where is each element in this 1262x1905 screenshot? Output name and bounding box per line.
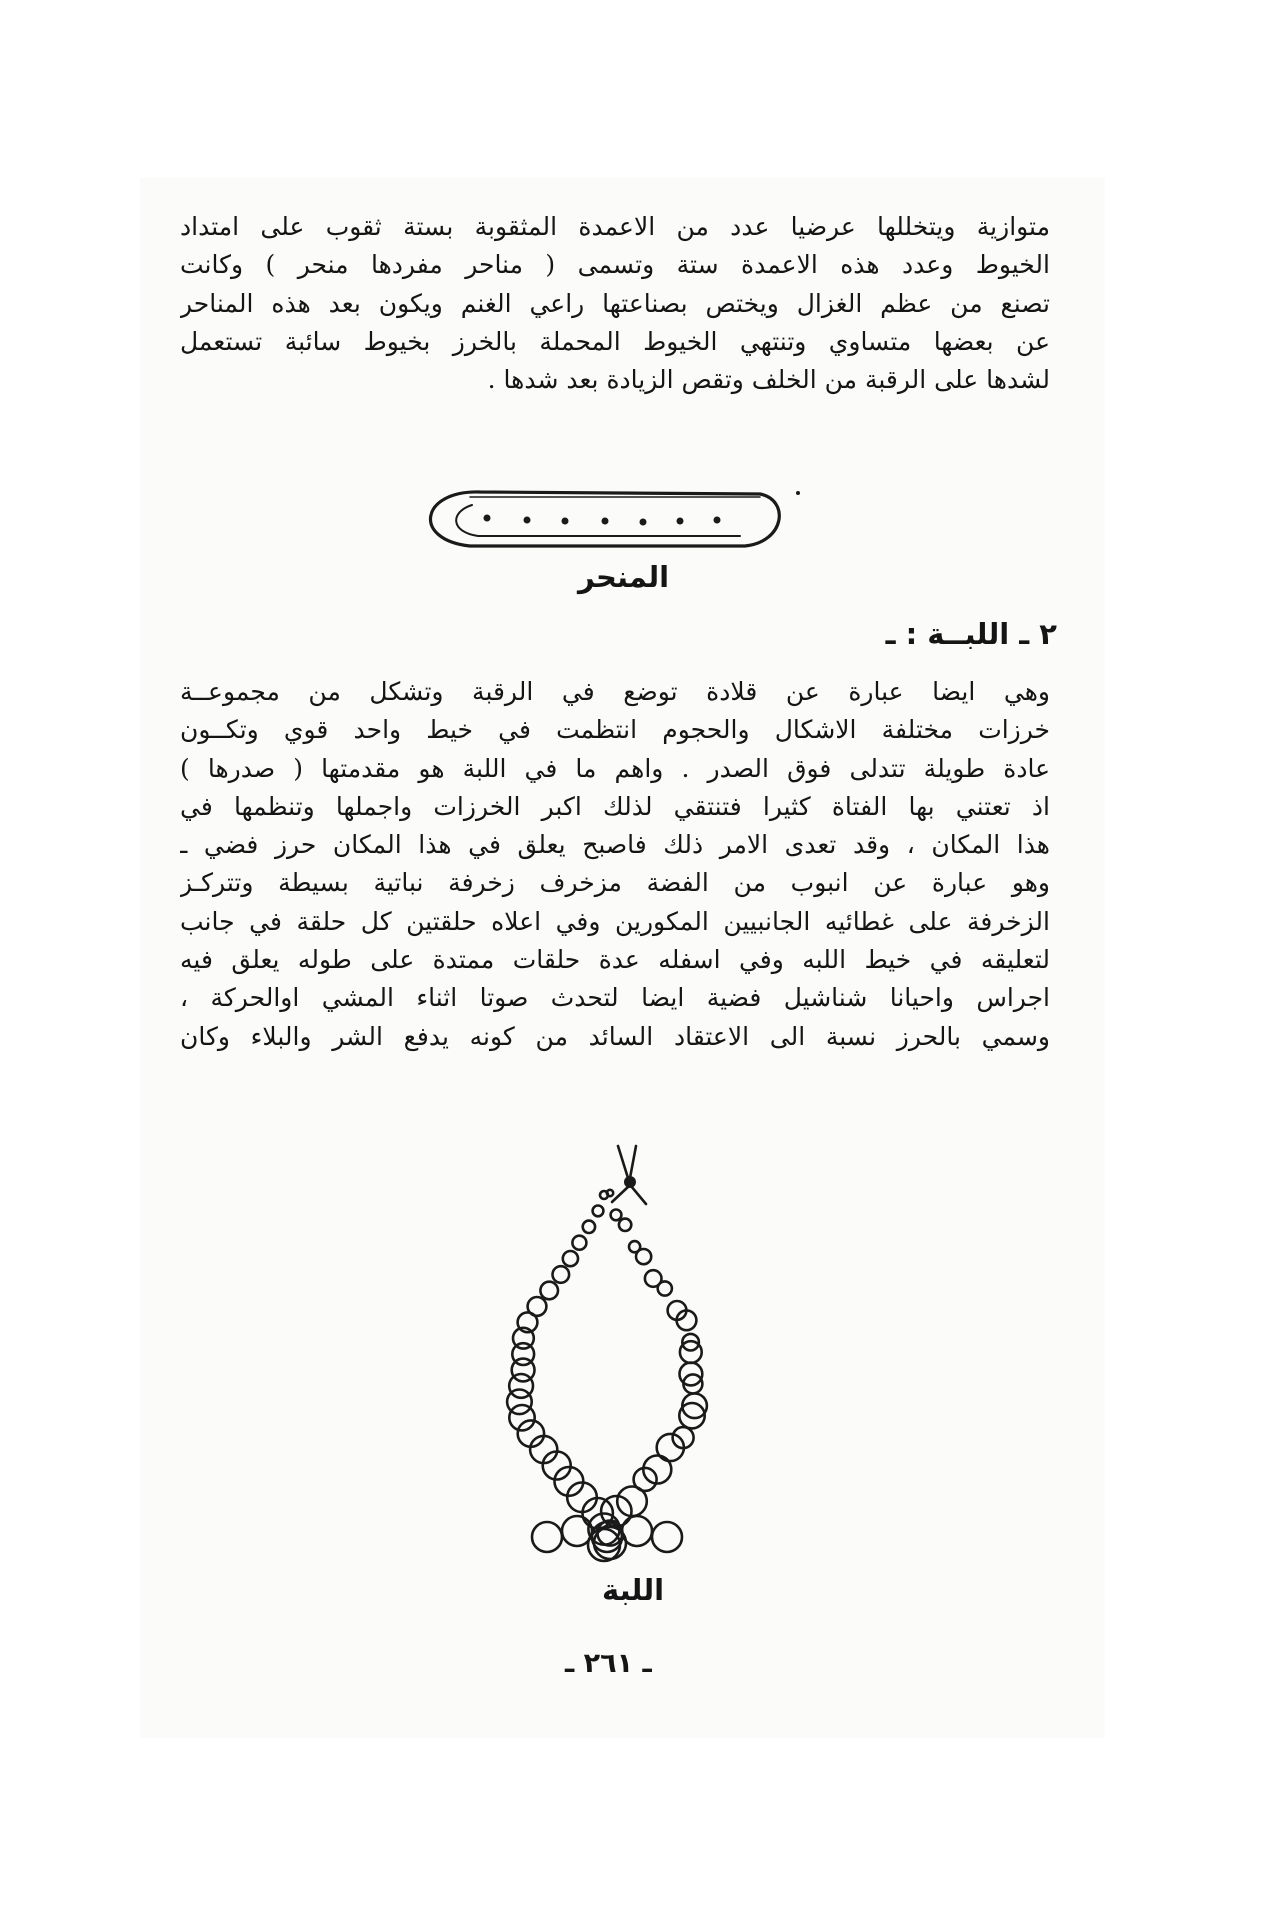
text-line: لتعليقه في خيط اللبه وفي اسفله عدة حلقات ممتدة على طوله يعلق فيه [180,945,1050,975]
text-line: عن بعضها متساوي وتنتهي الخيوط المحملة بالخرز بخيوط سائبة تستعمل [180,326,1050,356]
figure-2-caption: اللبة [602,1573,665,1607]
text-line-last: لشدها على الرقبة من الخلف وتقص الزيادة بعد شدها . [487,365,1050,395]
paragraph-2 [180,673,1050,1056]
text-line: تصنع من عظم الغزال ويختص بصناعتها راعي الغنم ويكون بعد هذه المناحر [180,288,1050,318]
text-line: وسمي بالحرز نسبة الى الاعتقاد السائد من كونه يدفع الشر والبلاء وكان [180,1021,1050,1051]
page-number: ـ ٢٦١ ـ [565,1648,652,1679]
text-line: وهي ايضا عبارة عن قلادة توضع في الرقبة وتشكل من مجموعــة [180,677,1050,706]
figure-1-caption: المنحر [578,560,670,594]
text-line: الخيوط وعدد هذه الاعمدة ستة وتسمى ( مناحر مفردها منحر ) وكانت [180,250,1050,280]
text-line: اذ تعتني بها الفتاة كثيرا فتنتقي لذلك اكبر الخرزات واجملها وتنظمها في [180,791,1050,821]
text-line: متوازية ويتخللها عرضيا عدد من الاعمدة المثقوبة بستة ثقوب على امتداد [180,212,1050,241]
text-line: خرزات مختلفة الاشكال والحجوم انتظمت في خيط واحد قوي وتكــون [180,715,1050,745]
text-line: وهو عبارة عن انبوب من الفضة مزخرف زخرفة نباتية بسيطة وتتركـز [180,868,1050,898]
text-line: عادة طويلة تتدلى فوق الصدر . واهم ما في اللبة هو مقدمتها ( صدرها ) [180,753,1050,783]
text-line: الزخرفة على غطائيه الجانبيين المكورين وفي اعلاه حلقتين كل حلقة في جانب [180,906,1050,936]
text-line: اجراس واحيانا شناشيل فضية ايضا لتحدث صوتا اثناء المشي اوالحركة ، [180,983,1050,1013]
text-line: هذا المكان ، وقد تعدى الامر ذلك فاصبح يعلق في هذا المكان حرز فضي ـ [180,830,1050,860]
paragraph-1 [180,208,1050,399]
section-heading: ٢ ـ اللبــة : ـ [885,617,1057,651]
